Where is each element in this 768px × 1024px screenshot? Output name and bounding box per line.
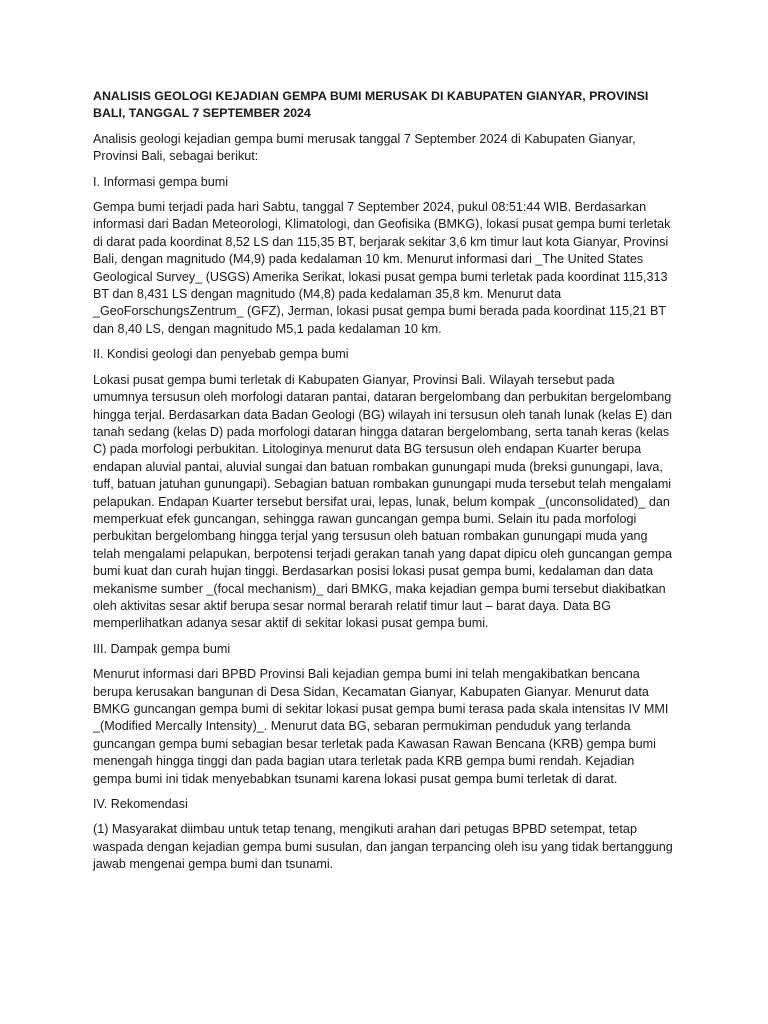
section-paragraph: Lokasi pusat gempa bumi terletak di Kabupaten Gianyar, Provinsi Bali. Wilayah tersebut pada umumnya tersusun oleh morfologi dataran pantai, dataran bergelombang dan perbukitan bergelombang hingga terjal. Berdasarkan data Badan Geologi (BG) wilayah ini tersusun oleh tanah lunak (kelas E) dan tanah sedang (kelas D) pada morfologi dataran hingga dataran bergelombang, serta tanah keras (kelas C) pada morfologi perbukitan. Litologinya menurut data BG tersusun oleh endapan Kuarter berupa endapan aluvial pantai, aluvial sungai dan batuan rombakan gunungapi muda (breksi gunungapi, lava, tuff, batuan jatuhan gunungapi). Sebagian batuan rombakan gunungapi muda tersebut telah mengalami pelapukan. Endapan Kuarter tersebut bersifat urai, lepas, lunak, belum kompak _(unconsolidated)_ dan memperkuat efek guncangan, sehingga rawan guncangan gempa bumi. Selain itu pada morfologi perbukitan bergelombang hingga terjal yang tersusun oleh batuan rombakan gunungapi muda yang telah mengalami pelapukan, berpotensi terjadi gerakan tanah yang dapat dipicu oleh guncangan gempa bumi kuat dan curah hujan tinggi. Berdasarkan posisi lokasi pusat gempa bumi, kedalaman dan data mekanisme sumber _(focal mechanism)_ dari BMKG, maka kejadian gempa bumi tersebut diakibatkan oleh aktivitas sesar aktif berupa sesar normal berarah relatif timur laut – barat daya. Data BG memperlihatkan adanya sesar aktif di sekitar lokasi pusat gempa bumi. (93, 372, 673, 631)
section-paragraph: Menurut informasi dari BPBD Provinsi Bali kejadian gempa bumi ini telah mengakibatkan bencana berupa kerusakan bangunan di Desa Sidan, Kecamatan Gianyar, Kabupaten Gianyar. Menurut data BMKG guncangan gempa bumi di sekitar lokasi pusat gempa bumi terasa pada skala intensitas IV MMI _(Modified Mercally Intensity)_. Menurut data BG, sebaran permukiman penduduk yang terlanda guncangan gempa bumi sebagian besar terletak pada Kawasan Rawan Bencana (KRB) gempa bumi menengah hingga tinggi dan pada bagian utara terletak pada KRB gempa bumi rendah. Kejadian gempa bumi ini tidak menyebabkan tsunami karena lokasi pusat gempa bumi terletak di darat. (93, 667, 669, 786)
document-intro: Analisis geologi kejadian gempa bumi merusak tanggal 7 September 2024 di Kabupaten Gianyar, Provinsi Bali, sebagai berikut: (93, 131, 636, 164)
section-heading: II. Kondisi geologi dan penyebab gempa bumi (93, 347, 349, 362)
section-paragraph: (1) Masyarakat diimbau untuk tetap tenang, mengikuti arahan dari petugas BPBD setempat, tetap waspada dengan kejadian gempa bumi susulan, dan jangan terpancing oleh isu yang tidak bertanggung jawab mengenai gempa bumi dan tsunami. (93, 822, 673, 872)
document-title: ANALISIS GEOLOGI KEJADIAN GEMPA BUMI MERUSAK DI KABUPATEN GIANYAR, PROVINSI BALI, TANGGAL 7 SEPTEMBER 2024 (93, 89, 649, 121)
section-heading: I. Informasi gempa bumi (93, 174, 229, 189)
section-paragraph: Gempa bumi terjadi pada hari Sabtu, tanggal 7 September 2024, pukul 08:51:44 WIB. Berdasarkan informasi dari Badan Meteorologi, Klimatologi, dan Geofisika (BMKG), lokasi pusat gempa bumi terletak di darat pada koordinat 8,52 LS dan 115,35 BT, berjarak sekitar 3,6 km timur laut kota Gianyar, Provinsi Bali, dengan magnitudo (M4,9) pada kedalaman 10 km. Menurut informasi dari _The United States Geological Survey_ (USGS) Amerika Serikat, lokasi pusat gempa bumi terletak pada koordinat 115,313 BT dan 8,431 LS dengan magnitudo (M4,8) pada kedalaman 35,8 km. Menurut data _GeoForschungsZentrum_ (GFZ), Jerman, lokasi pusat gempa bumi berada pada koordinat 115,21 BT dan 8,40 LS, dengan magnitudo M5,1 pada kedalaman 10 km. (93, 200, 671, 336)
document-page (93, 88, 673, 882)
section-heading: III. Dampak gempa bumi (93, 641, 231, 656)
section-heading: IV. Rekomendasi (93, 797, 188, 812)
